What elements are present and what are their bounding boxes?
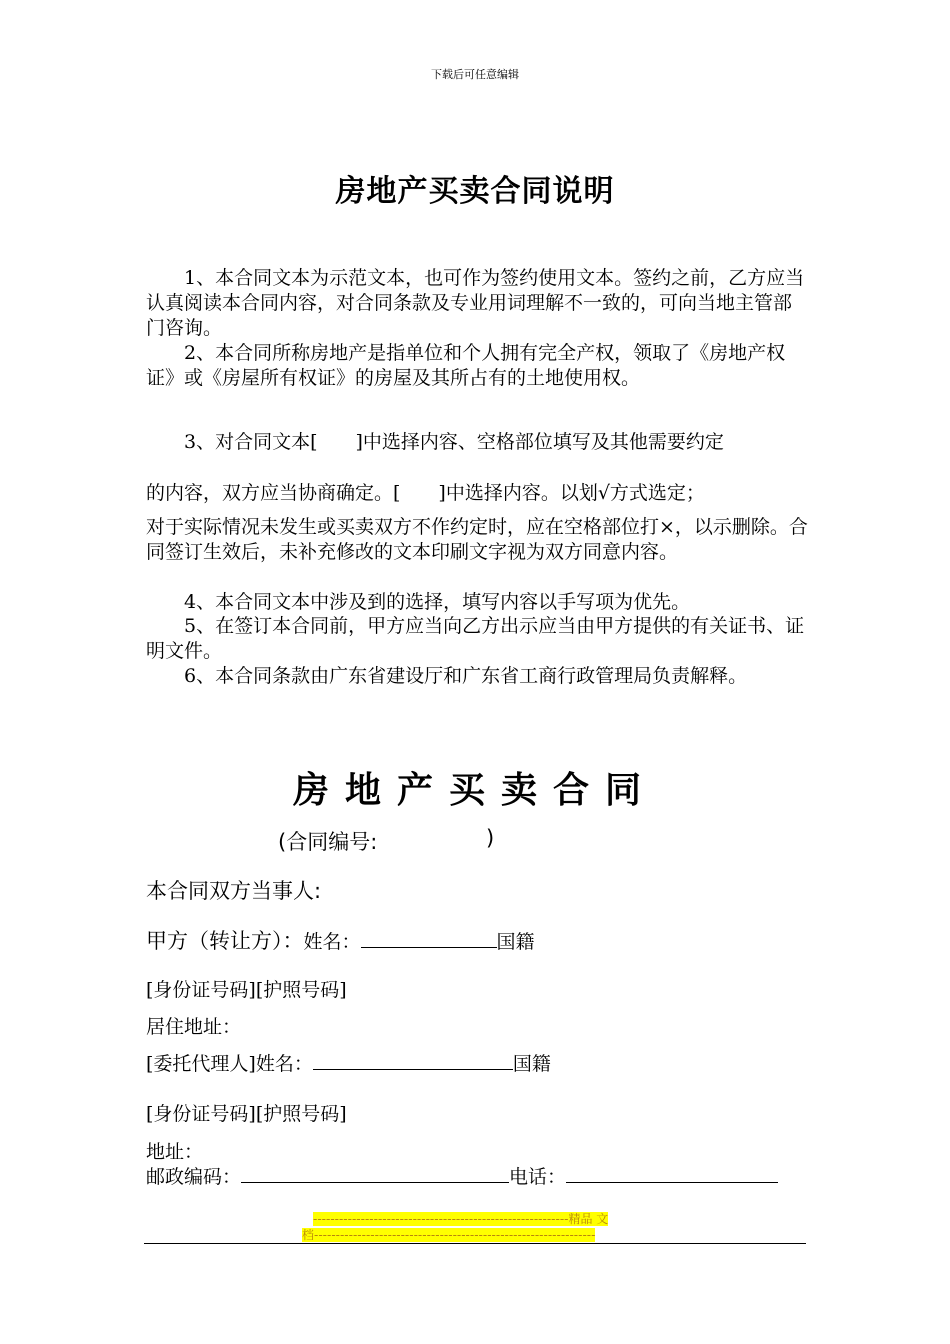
- nationality-label-2: 国籍: [512, 1053, 551, 1075]
- instruction-6: 6、本合同条款由广东省建设厅和广东省工商行政管理局负责解释。: [146, 665, 748, 687]
- contract-number-label: (合同编号:: [278, 830, 378, 854]
- postcode-field[interactable]: [241, 1164, 509, 1183]
- agent-name-label: [委托代理人]姓名：: [146, 1053, 313, 1075]
- instruction-4: 4、本合同文本中涉及到的选择，填写内容以手写项为优先。: [146, 591, 691, 613]
- footer-divider: [144, 1243, 806, 1244]
- id-label-2: [身份证号码][护照号码]: [146, 1103, 347, 1125]
- instruction-3c: 对于实际情况未发生或买卖双方不作约定时，应在空格部位打×，以示删除。合同签订生效后，未补充修改的文本印刷文字视为双方同意内容。: [146, 516, 808, 563]
- parties-label: 本合同双方当事人:: [146, 879, 322, 903]
- name-label: 姓名：: [303, 931, 361, 953]
- phone-label: 电话：: [509, 1166, 567, 1188]
- name-field[interactable]: [361, 929, 497, 948]
- instruction-5: 5、在签订本合同前，甲方应当向乙方出示应当由甲方提供的有关证书、证明文件。: [146, 615, 805, 662]
- instruction-3b: 的内容，双方应当协商确定。[ ]中选择内容。以划√方式选定；: [146, 482, 705, 504]
- party-a-row: [146, 925, 535, 955]
- contract-title: 房地产买卖合同: [292, 769, 657, 811]
- id-label: [身份证号码][护照号码]: [146, 979, 347, 1001]
- party-a-label: 甲方（转让方）：: [146, 929, 304, 953]
- phone-field[interactable]: [566, 1164, 778, 1183]
- contract-number-close: ): [486, 826, 495, 850]
- agent-name-field[interactable]: [313, 1051, 513, 1070]
- instruction-2: 2、本合同所称房地产是指单位和个人拥有完全产权，领取了《房地产权证》或《房屋所有权证》的房屋及其所占有的土地使用权。: [146, 342, 786, 389]
- instruction-3a: 3、对合同文本[ ]中选择内容、空格部位填写及其他需要约定: [146, 431, 724, 453]
- agent-row: [146, 1049, 551, 1076]
- instruction-1: 1、本合同文本为示范文本，也可作为签约使用文本。签约之前，乙方应当认真阅读本合同内容，对合同条款及专业用词理解不一致的，可向当地主管部门咨询。: [146, 267, 805, 339]
- postcode-label: 邮政编码：: [146, 1166, 242, 1188]
- postcode-row: [146, 1162, 778, 1189]
- footer-watermark-line2: 档-----------------------------------------------------------------: [302, 1228, 596, 1242]
- residence-label: 居住地址：: [146, 1016, 242, 1038]
- header-note: 下载后可任意编辑: [431, 68, 519, 81]
- address-label: 地址：: [146, 1141, 204, 1163]
- instructions-title: 房地产买卖合同说明: [335, 174, 615, 209]
- nationality-label: 国籍: [496, 931, 535, 953]
- footer-watermark-line1: -----------------------------------------------------------精品 文: [313, 1212, 609, 1226]
